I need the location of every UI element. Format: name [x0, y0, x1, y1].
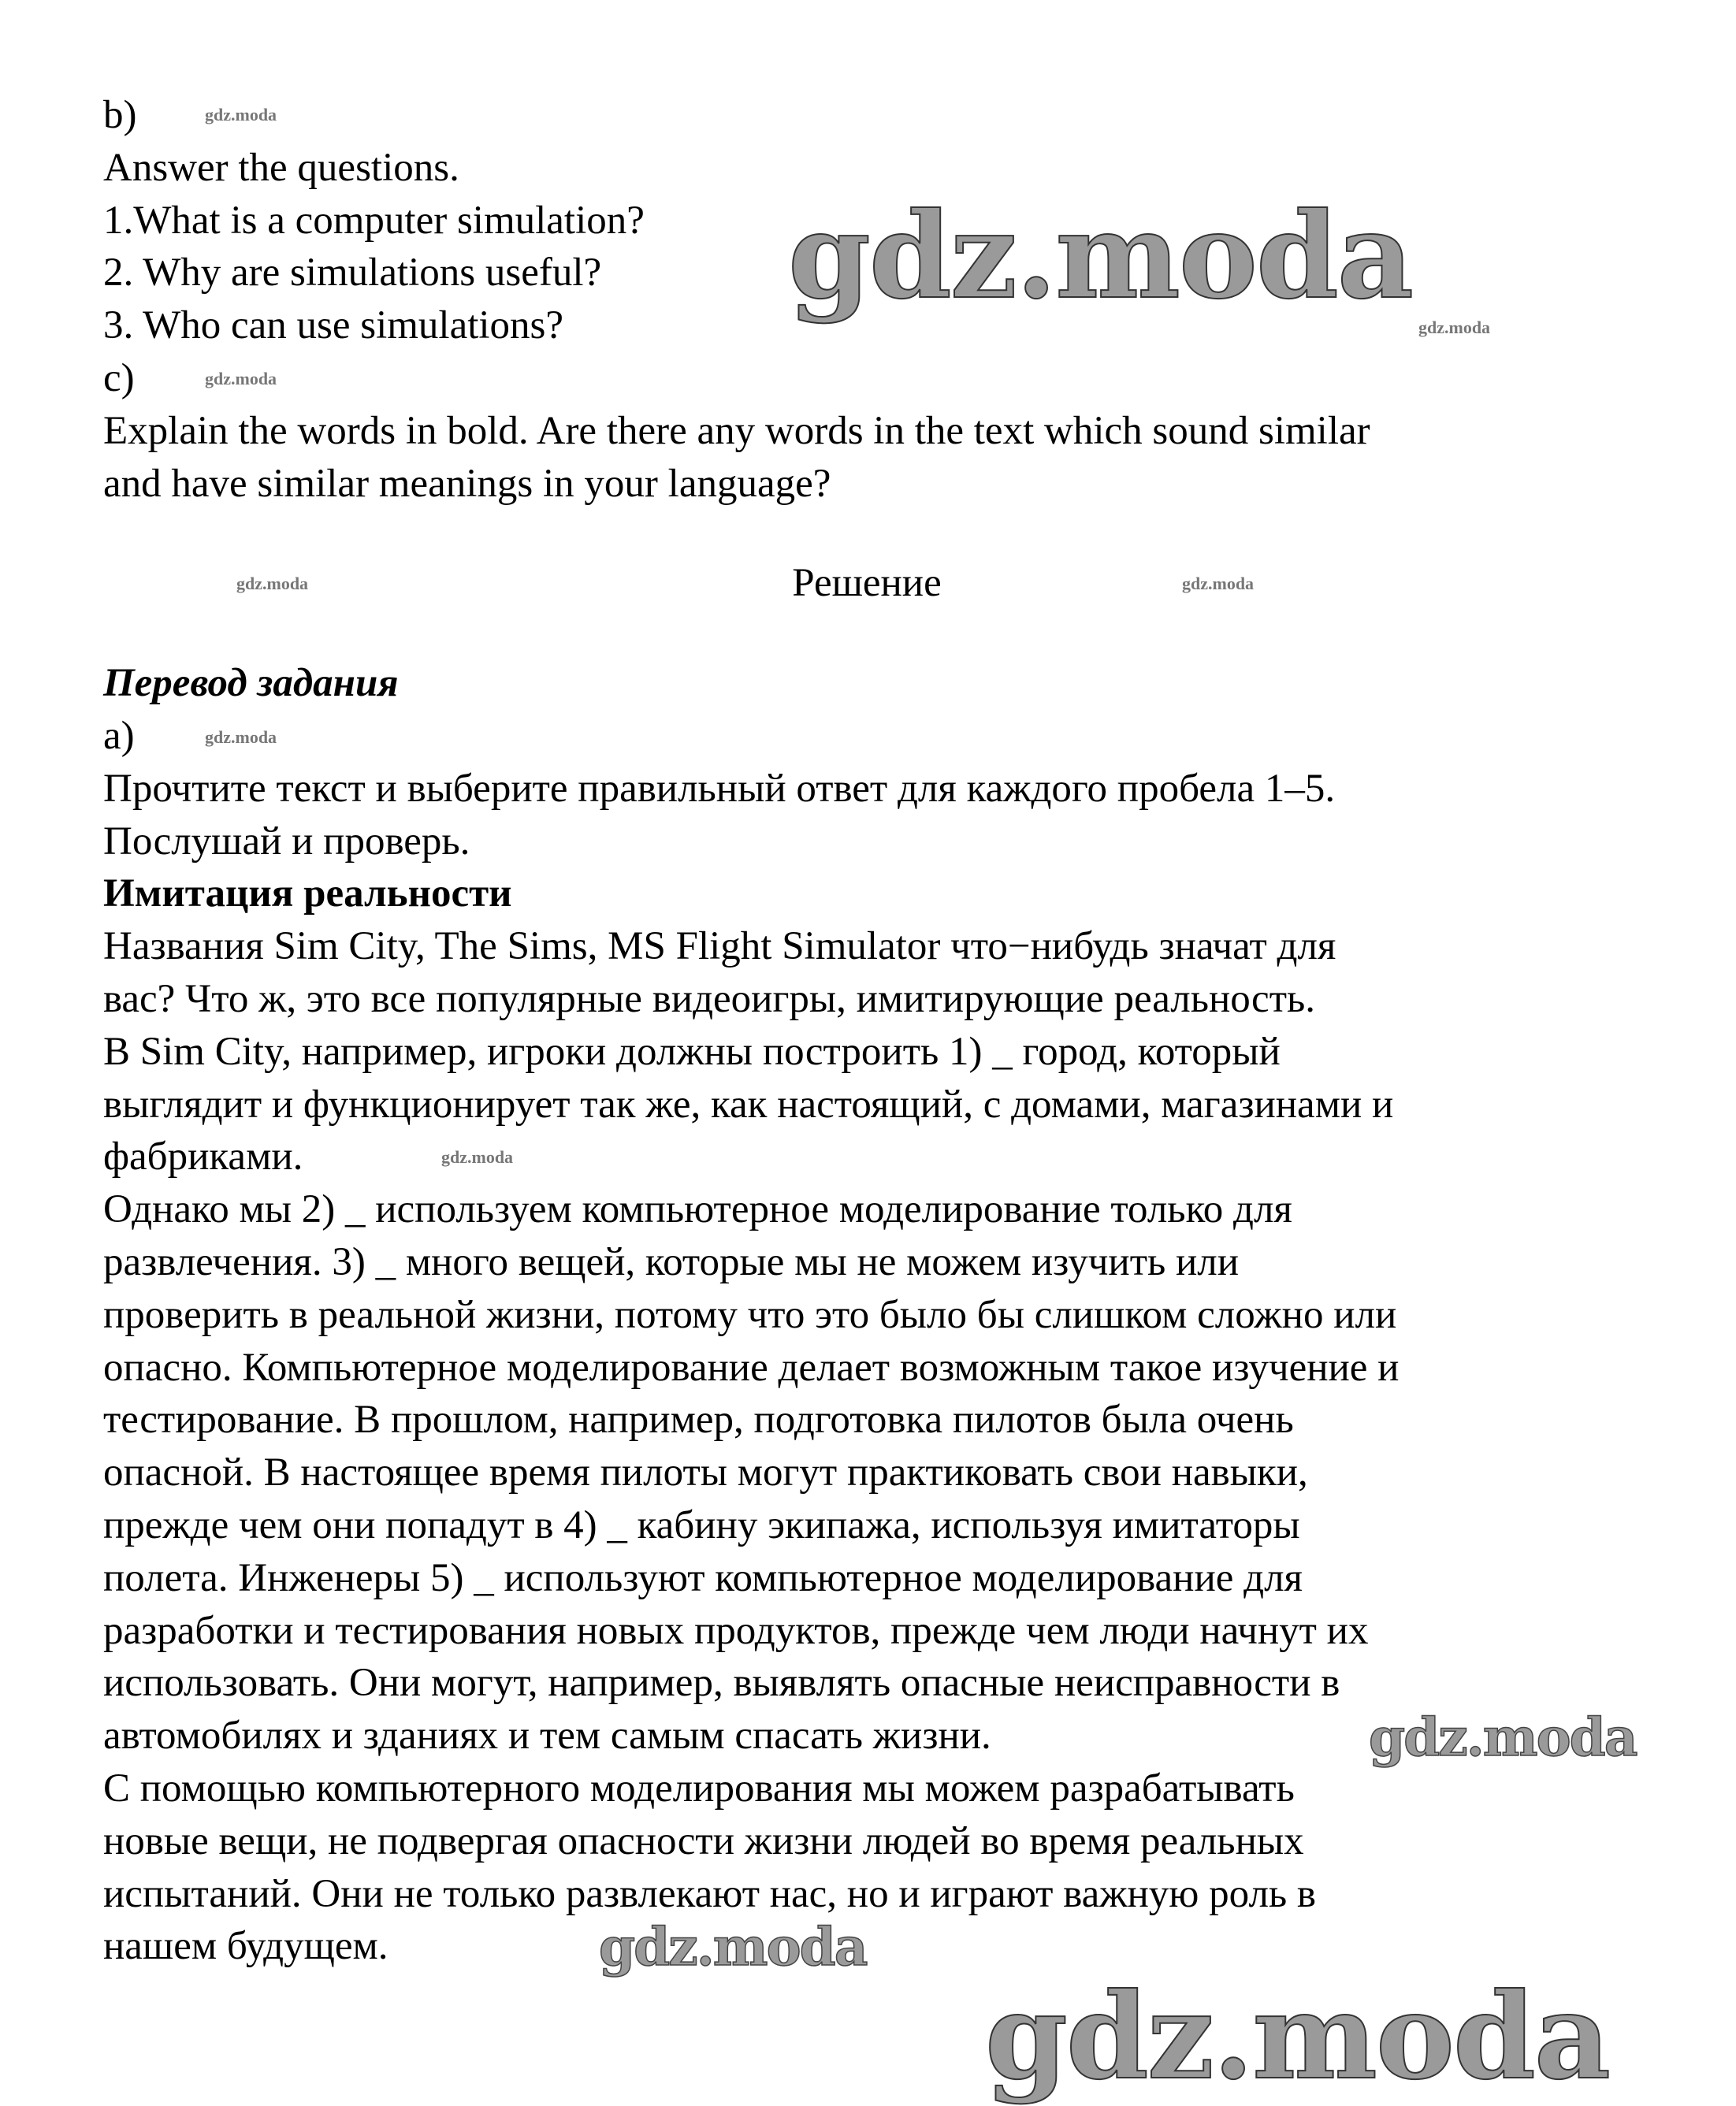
body-line: использовать. Они могут, например, выявлять опасные неисправности в [103, 1661, 1340, 1706]
watermark: gdz.moda [599, 1916, 867, 1978]
watermark-small: gdz.moda [441, 1147, 514, 1167]
watermark-small: gdz.moda [1418, 318, 1491, 337]
body-line: вас? Что ж, это все популярные видеоигры, имитирующие реальность. [103, 976, 1315, 1021]
question-1: 1.What is a computer simulation? [103, 198, 645, 243]
instruction-line: Послушай и проверь. [103, 819, 470, 864]
body-line: Однако мы 2) _ используем компьютерное моделирование только для [103, 1187, 1292, 1232]
body-line: опасной. В настоящее время пилоты могут практиковать свои навыки, [103, 1450, 1308, 1495]
body-line: проверить в реальной жизни, потому что это было бы слишком сложно или [103, 1292, 1397, 1337]
watermark: gdz.moda [788, 187, 1413, 325]
watermark-small: gdz.moda [205, 105, 277, 124]
body-line: автомобилях и зданиях и тем самым спасать жизни. [103, 1714, 991, 1759]
part-a-label: a) [103, 713, 135, 758]
question-2: 2. Why are simulations useful? [103, 251, 602, 295]
body-line: полета. Инженеры 5) _ используют компьютерное моделирование для [103, 1555, 1303, 1600]
translation-heading: Перевод задания [103, 661, 399, 706]
part-b-instruction: Answer the questions. [103, 145, 459, 190]
watermark-small: gdz.moda [236, 574, 309, 593]
body-line: разработки и тестирования новых продуктов, прежде чем люди начнут их [103, 1608, 1369, 1653]
body-line: развлечения. 3) _ много вещей, которые мы не можем изучить или [103, 1239, 1240, 1284]
question-3: 3. Who can use simulations? [103, 303, 564, 348]
body-line: прежде чем они попадут в 4) _ кабину экипажа, используя имитаторы [103, 1502, 1300, 1547]
body-line: новые вещи, не подвергая опасности жизни людей во время реальных [103, 1818, 1304, 1863]
part-b-label: b) [103, 93, 137, 137]
text-title: Имитация реальности [103, 871, 512, 916]
body-line: опасно. Компьютерное моделирование делает возможным такое изучение и [103, 1345, 1400, 1390]
solution-heading: Решение [792, 561, 942, 606]
body-line: выглядит и функционирует так же, как настоящий, с домами, магазинами и [103, 1082, 1394, 1127]
body-line: тестирование. В прошлом, например, подготовка пилотов была очень [103, 1398, 1294, 1443]
translation-body [103, 920, 1648, 1978]
part-c-label: c) [103, 355, 135, 400]
body-line: Названия Sim City, The Sims, MS Flight Simulator что−нибудь значат для [103, 924, 1336, 969]
instruction-line: Прочтите текст и выберите правильный ответ для каждого пробела 1–5. [103, 766, 1336, 811]
body-line: нашем будущем. [103, 1924, 388, 1969]
body-line: испытаний. Они не только развлекают нас, но и играют важную роль в [103, 1871, 1316, 1916]
watermark-small: gdz.moda [1182, 574, 1255, 593]
watermark: gdz.moda [1369, 1707, 1637, 1768]
body-line: В Sim City, например, игроки должны построить 1) _ город, который [103, 1029, 1281, 1074]
part-c-instruction-line: and have similar meanings in your language? [103, 461, 831, 506]
document-page [103, 89, 1648, 1978]
watermark-small: gdz.moda [205, 369, 277, 388]
body-line: С помощью компьютерного моделирования мы можем разрабатывать [103, 1766, 1295, 1811]
watermark: gdz.moda [985, 1967, 1610, 2106]
part-c-instruction-line: Explain the words in bold. Are there any words in the text which sound similar [103, 408, 1370, 453]
watermark-small: gdz.moda [205, 727, 277, 747]
body-line: фабриками. [103, 1135, 303, 1179]
